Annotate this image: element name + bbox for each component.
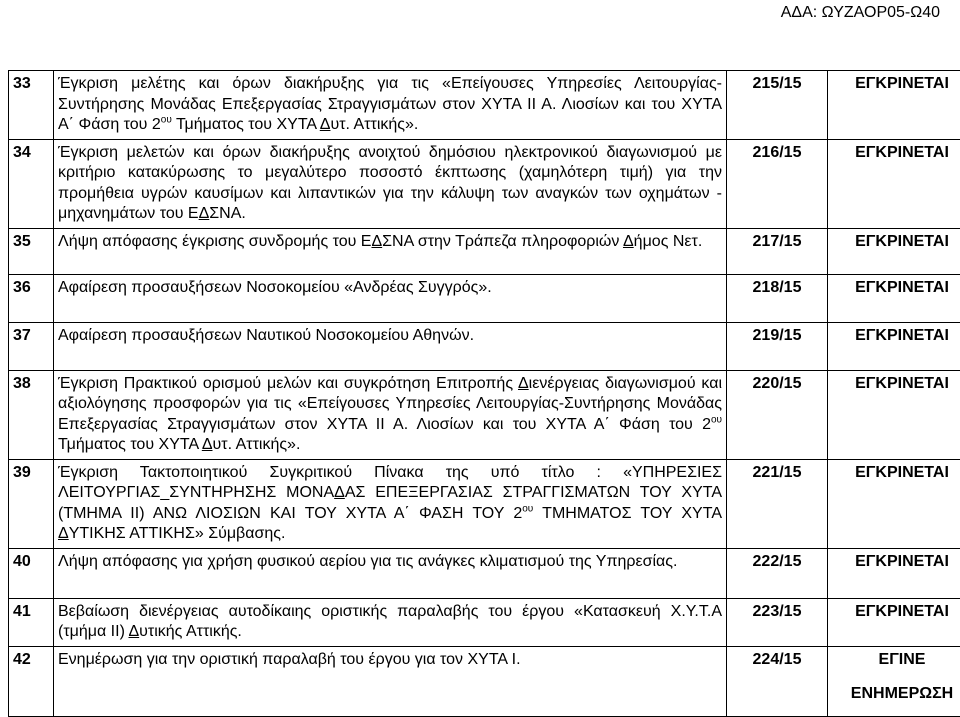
decision-status: ΕΓΚΡΙΝΕΤΑΙ bbox=[828, 228, 960, 274]
item-number: 38 bbox=[9, 370, 54, 459]
decision-status bbox=[828, 646, 960, 716]
decision-status: ΕΓΚΡΙΝΕΤΑΙ bbox=[828, 322, 960, 370]
item-number: 41 bbox=[9, 598, 54, 646]
item-description: Ενημέρωση για την οριστική παραλαβή του έργου για τον ΧΥΤΑ Ι. bbox=[54, 646, 727, 716]
table-row bbox=[9, 71, 960, 140]
item-number: 42 bbox=[9, 646, 54, 716]
table-row bbox=[9, 459, 960, 548]
decision-status: ΕΓΚΡΙΝΕΤΑΙ bbox=[828, 71, 960, 140]
decision-code: 217/15 bbox=[727, 228, 828, 274]
decisions-table bbox=[8, 70, 960, 717]
decision-status: ΕΓΚΡΙΝΕΤΑΙ bbox=[828, 598, 960, 646]
item-number: 39 bbox=[9, 459, 54, 548]
item-description: Έγκριση Πρακτικού ορισμού μελών και συγκρότηση Επιτροπής Διενέργειας διαγωνισμού και αξιολόγησης προσφορών για τις «Επείγουσες Υπηρεσίες Λειτουργίας-Συντήρησης Μονάδας Επεξεργασίας Στραγγισμάτων στον ΧΥΤΑ ΙΙ Α. Λιοσίων και του ΧΥΤΑ Α΄ Φάση του $2^{o\upsilon}$ Τμήματος του ΧΥΤΑ Δυτ. Αττικής». bbox=[54, 370, 727, 459]
item-description: Αφαίρεση προσαυξήσεων Νοσοκομείου «Ανδρέας Συγγρός». bbox=[54, 274, 727, 322]
item-number: 37 bbox=[9, 322, 54, 370]
item-description: Έγκριση Τακτοποιητικού Συγκριτικού Πίνακα της υπό τίτλο : «ΥΠΗΡΕΣΙΕΣ ΛΕΙΤΟΥΡΓΙΑΣ_ΣΥΝΤΗΡΗΣΗΣ ΜΟΝΑΔΑΣ ΕΠΕΞΕΡΓΑΣΙΑΣ ΣΤΡΑΓΓΙΣΜΑΤΩΝ ΤΟΥ ΧΥΤΑ (ΤΜΗΜΑ ΙΙ) ΑΝΩ ΛΙΟΣΙΩΝ ΚΑΙ ΤΟΥ ΧΥΤΑ Α΄ ΦΑΣΗ ΤΟΥ $2^{o\upsilon}$ ΤΜΗΜΑΤΟΣ ΤΟΥ ΧΥΤΑ ΔΥΤΙΚΗΣ ΑΤΤΙΚΗΣ» Σύμβασης. bbox=[54, 459, 727, 548]
item-number: 36 bbox=[9, 274, 54, 322]
decision-code: 218/15 bbox=[727, 274, 828, 322]
item-description: Αφαίρεση προσαυξήσεων Ναυτικού Νοσοκομείου Αθηνών. bbox=[54, 322, 727, 370]
item-number: 35 bbox=[9, 228, 54, 274]
decision-code: 224/15 bbox=[727, 646, 828, 716]
decision-code: 216/15 bbox=[727, 139, 828, 228]
decision-status: ΕΓΚΡΙΝΕΤΑΙ bbox=[828, 274, 960, 322]
item-number: 40 bbox=[9, 548, 54, 598]
item-description: Λήψη απόφασης έγκρισης συνδρομής του ΕΔΣΝΑ στην Τράπεζα πληροφοριών Δήμος Νετ. bbox=[54, 228, 727, 274]
decision-code: 220/15 bbox=[727, 370, 828, 459]
decision-status: ΕΓΚΡΙΝΕΤΑΙ bbox=[828, 370, 960, 459]
table-row bbox=[9, 139, 960, 228]
table-row bbox=[9, 548, 960, 598]
status-line-1: ΕΓΙΝΕ bbox=[832, 650, 960, 671]
decision-code: 222/15 bbox=[727, 548, 828, 598]
decision-status: ΕΓΚΡΙΝΕΤΑΙ bbox=[828, 459, 960, 548]
item-number: 34 bbox=[9, 139, 54, 228]
table-row bbox=[9, 598, 960, 646]
item-description: Έγκριση μελετών και όρων διακήρυξης ανοιχτού δημόσιου ηλεκτρονικού διαγωνισμού με κριτήριο κατακύρωσης το μεγαλύτερο ποσοστό έκπτωσης (χαμηλότερη τιμή) για την προμήθεια υγρών καυσίμων και λιπαντικών για την κάλυψη των αναγκών των οχημάτων - μηχανημάτων του ΕΔΣΝΑ. bbox=[54, 139, 727, 228]
table-row bbox=[9, 370, 960, 459]
decision-status: ΕΓΚΡΙΝΕΤΑΙ bbox=[828, 548, 960, 598]
table-row bbox=[9, 322, 960, 370]
decision-code: 221/15 bbox=[727, 459, 828, 548]
decision-status: ΕΓΚΡΙΝΕΤΑΙ bbox=[828, 139, 960, 228]
decision-code: 219/15 bbox=[727, 322, 828, 370]
item-description: Λήψη απόφασης για χρήση φυσικού αερίου για τις ανάγκες κλιματισμού της Υπηρεσίας. bbox=[54, 548, 727, 598]
ada-code: ΑΔΑ: ΩΥΖΑΟΡ05-Ω40 bbox=[781, 4, 940, 22]
table-row bbox=[9, 228, 960, 274]
item-description: Έγκριση μελέτης και όρων διακήρυξης για τις «Επείγουσες Υπηρεσίες Λειτουργίας-Συντήρησης Μονάδας Επεξεργασίας Στραγγισμάτων στον ΧΥΤΑ ΙΙ Α. Λιοσίων και του ΧΥΤΑ Α΄ Φάση του $2^{o\upsilon}$ Τμήματος του ΧΥΤΑ Δυτ. Αττικής». bbox=[54, 71, 727, 140]
decision-code: 223/15 bbox=[727, 598, 828, 646]
table-row bbox=[9, 646, 960, 716]
item-description: Βεβαίωση διενέργειας αυτοδίκαιης οριστικής παραλαβής του έργου «Κατασκευή Χ.Υ.Τ.Α (τμήμα ΙΙ) Δυτικής Αττικής. bbox=[54, 598, 727, 646]
table-row bbox=[9, 274, 960, 322]
status-line-2: ΕΝΗΜΕΡΩΣΗ bbox=[832, 684, 960, 705]
decision-code: 215/15 bbox=[727, 71, 828, 140]
item-number: 33 bbox=[9, 71, 54, 140]
